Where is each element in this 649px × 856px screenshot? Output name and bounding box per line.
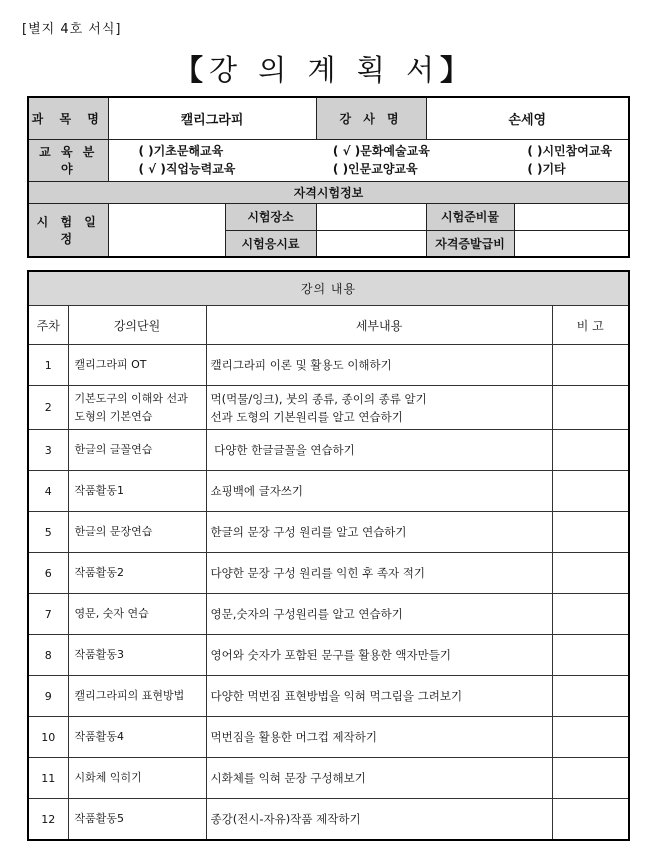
unit-line: 캘리그라피 OT [74,358,147,371]
table-row [28,717,629,758]
unit-cell [68,430,206,471]
detail-line: 선과 도형의 기본원리를 알고 연습하기 [210,409,403,424]
unit-cell [68,758,206,799]
lecture-section-title: 강의 내용 [28,271,629,306]
unit-line: 기본도구의 이해와 선과 [74,391,188,405]
unit-cell [68,676,206,717]
detail-line: 다양한 먹번짐 표현방법을 익혀 먹그림을 그려보기 [210,689,463,703]
note-cell[interactable] [552,594,629,635]
week-cell: 1 [28,345,68,386]
exam-fee-label: 시험응시료 [225,230,316,257]
detail-cell [206,676,552,717]
field-option-group-2 [333,142,430,178]
note-column-header: 비 고 [552,306,629,345]
exam-date-value[interactable] [108,203,225,257]
detail-cell [206,553,552,594]
week-cell: 6 [28,553,68,594]
course-info-table [27,96,630,258]
instructor-value: 손세영 [426,97,629,139]
field-option[interactable]: ( )인문교양교육 [332,162,418,176]
field-option-group-3 [527,142,612,178]
form-reference: [별지 4호 서식] [22,22,122,37]
table-row [28,386,629,430]
detail-line: 쇼핑백에 글자쓰기 [210,484,304,498]
unit-cell [68,386,206,430]
detail-cell [206,758,552,799]
note-cell[interactable] [552,471,629,512]
lecture-table [27,270,630,841]
week-cell: 10 [28,717,68,758]
exam-prep-label: 시험준비물 [426,203,514,230]
table-row [28,512,629,553]
detail-cell [206,512,552,553]
detail-cell [206,345,552,386]
field-option[interactable]: ( √ )직업능력교육 [138,162,236,176]
cert-fee-label: 자격증발급비 [426,230,514,257]
exam-place-label: 시험장소 [225,203,316,230]
unit-line: 작품활동2 [74,566,125,579]
detail-line: 영어와 숫자가 포함된 문구를 활용한 액자만들기 [210,648,451,662]
week-cell: 2 [28,386,68,430]
title-bracket-close: 】 [439,53,475,87]
unit-line: 작품활동3 [74,648,125,661]
detail-line: 먹(먹물/잉크), 붓의 종류, 종이의 종류 알기 [210,391,427,406]
exam-fee-value[interactable] [316,230,426,257]
unit-cell [68,594,206,635]
subject-label: 과 목 명 [28,97,108,139]
table-row [28,758,629,799]
unit-line: 한글의 문장연습 [74,525,153,538]
note-cell[interactable] [552,635,629,676]
week-cell: 5 [28,512,68,553]
unit-line: 영문, 숫자 연습 [74,607,149,620]
table-row [28,676,629,717]
week-cell: 7 [28,594,68,635]
detail-cell [206,717,552,758]
exam-prep-value[interactable] [514,203,629,230]
instructor-label: 강 사 명 [316,97,426,139]
unit-cell [68,345,206,386]
field-option-group-1 [139,142,236,178]
week-column-header: 주차 [28,306,68,345]
note-cell[interactable] [552,553,629,594]
unit-cell [68,799,206,841]
field-option[interactable]: ( )기초문해교육 [138,144,224,158]
week-cell: 9 [28,676,68,717]
table-row [28,799,629,841]
note-cell[interactable] [552,758,629,799]
note-cell[interactable] [552,386,629,430]
note-cell[interactable] [552,345,629,386]
unit-line: 작품활동5 [74,812,125,825]
unit-cell [68,717,206,758]
unit-line: 작품활동4 [74,730,125,743]
detail-line: 종강(전시-자유)작품 제작하기 [210,812,361,826]
note-cell[interactable] [552,676,629,717]
unit-line: 시화체 익히기 [74,771,142,784]
exam-date-label: 시 험 일 정 [28,203,108,257]
unit-line: 작품활동1 [74,484,125,497]
detail-cell [206,635,552,676]
unit-cell [68,471,206,512]
detail-cell [206,594,552,635]
detail-column-header: 세부내용 [206,306,552,345]
unit-cell [68,635,206,676]
note-cell[interactable] [552,430,629,471]
table-row [28,594,629,635]
field-option[interactable]: ( √ )문화예술교육 [332,144,430,158]
week-cell: 8 [28,635,68,676]
unit-line: 캘리그라피의 표현방법 [74,689,185,702]
note-cell[interactable] [552,512,629,553]
table-row [28,553,629,594]
unit-line: 도형의 기본연습 [74,409,153,423]
note-cell[interactable] [552,717,629,758]
table-row [28,345,629,386]
detail-cell [206,430,552,471]
week-cell: 11 [28,758,68,799]
unit-line: 한글의 글꼴연습 [74,443,153,456]
title-bracket-open: 【 [174,53,210,87]
detail-cell [206,799,552,841]
detail-line: 시화체를 익혀 문장 구성해보기 [210,771,366,785]
detail-line: 한글의 문장 구성 원리를 알고 연습하기 [210,525,407,539]
detail-line: 다양한 문장 구성 원리를 익힌 후 족자 적기 [210,566,425,580]
cert-fee-value[interactable] [514,230,629,257]
table-row [28,471,629,512]
unit-cell [68,553,206,594]
field-option[interactable]: ( )기타 [527,162,566,176]
exam-place-value[interactable] [316,203,426,230]
detail-line: 캘리그라피 이론 및 활용도 이해하기 [210,358,392,372]
unit-cell [68,512,206,553]
document-title [0,48,649,89]
field-option[interactable]: ( )시민참여교육 [527,144,613,158]
subject-value: 캘리그라피 [108,97,316,139]
table-row [28,430,629,471]
detail-line: 다양한 한글글꼴을 연습하기 [210,443,355,457]
detail-cell [206,386,552,430]
cert-info-header: 자격시험정보 [28,181,629,203]
detail-line: 먹번짐을 활용한 머그컵 제작하기 [210,730,377,744]
unit-column-header: 강의단원 [68,306,206,345]
detail-cell [206,471,552,512]
table-row [28,635,629,676]
field-options [108,139,629,181]
detail-line: 영문,숫자의 구성원리를 알고 연습하기 [210,607,403,621]
week-cell: 4 [28,471,68,512]
note-cell[interactable] [552,799,629,841]
field-label: 교 육 분 야 [28,139,108,181]
week-cell: 12 [28,799,68,841]
title-text: 강 의 계 획 서 [209,53,440,87]
week-cell: 3 [28,430,68,471]
